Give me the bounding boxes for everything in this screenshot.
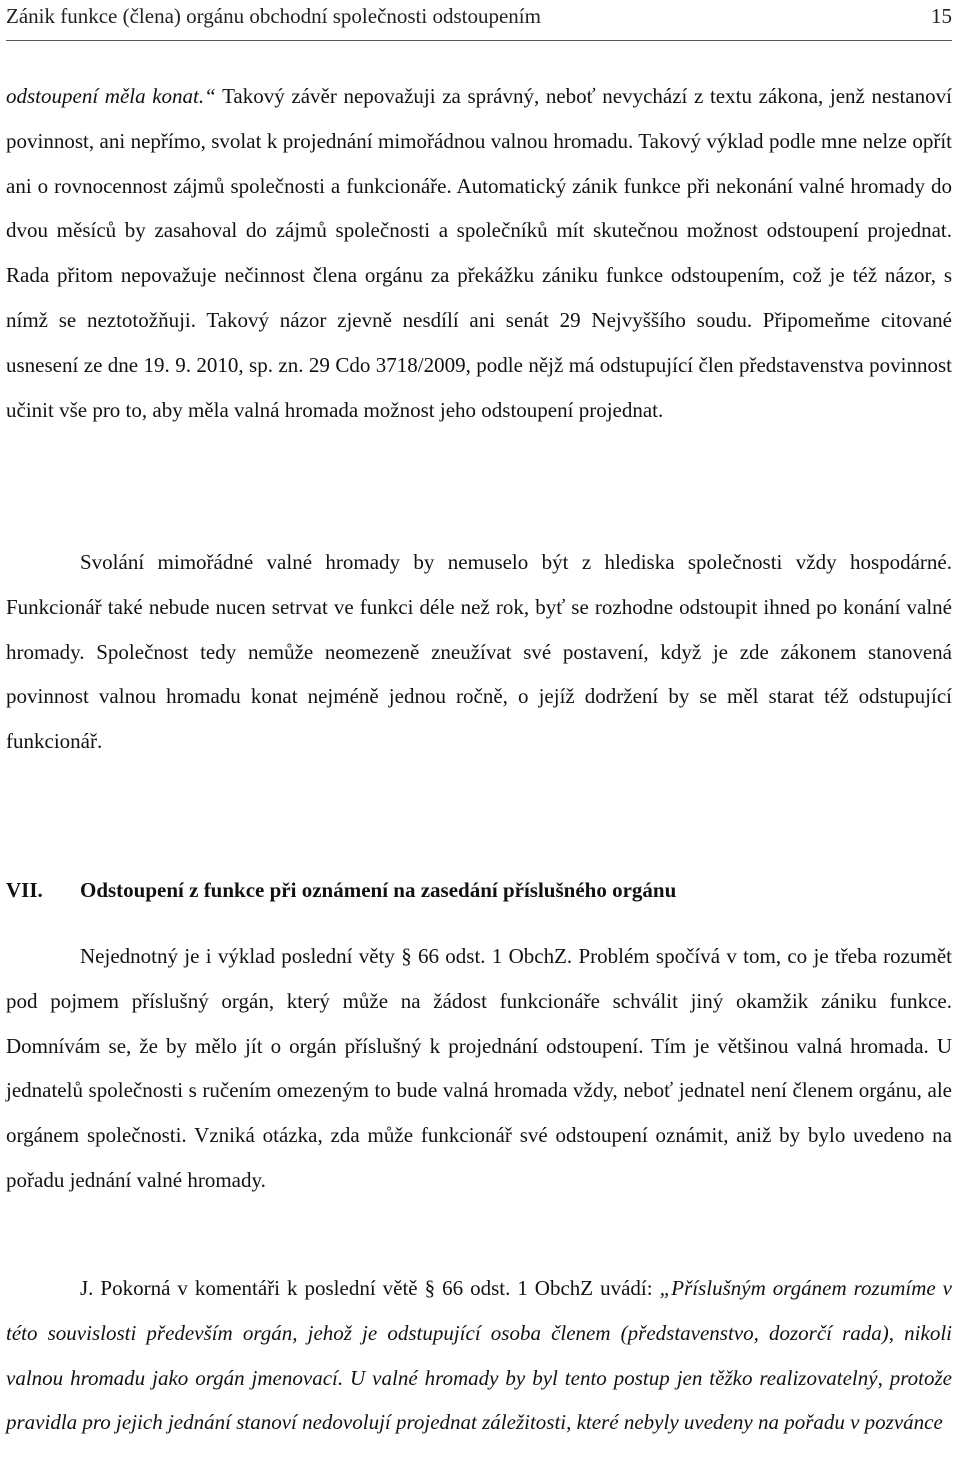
quote-ending: odstoupení měla konat.“: [6, 84, 216, 108]
paragraph-4-text: J. Pokorná v komentáři k poslední větě § 66 odst. 1 ObchZ uvádí:: [80, 1276, 660, 1300]
header-divider: [6, 40, 952, 41]
page-number: 15: [931, 4, 952, 28]
paragraph-1: [6, 74, 952, 432]
header-title: Zánik funkce (člena) orgánu obchodní společnosti odstoupením: [6, 4, 541, 28]
paragraph-2: Svolání mimořádné valné hromady by nemuselo být z hlediska společnosti vždy hospodárné. Funkcionář také nebude nucen setrvat ve funkci déle než rok, byť se rozhodne odstoupit ihned po konání valné hromady. Společnost tedy nemůže neomezeně zneužívat své postavení, když je zde zákonem stanovená povinnost valnou hromadu konat nejméně jednou ročně, o jejíž dodržení by se měl starat též odstupující funkcionář.: [6, 550, 952, 754]
paragraph-1-text: Takový závěr nepovažuji za správný, neboť nevychází z textu zákona, jenž nestanoví povinnost, ani nepřímo, svolat k projednání mimořádnou valnou hromadu. Takový výklad podle mne nelze opřít ani o rovnocennost zájmů společnosti a funkcionáře. Automatický zánik funkce při nekonání valné hromady do dvou měsíců by zasahoval do zájmů společnosti a společníků mít skutečnou možnost odstoupení projednat. Rada přitom nepovažuje nečinnost člena orgánu za překážku zániku funkce odstoupením, což je též názor, s nímž se neztotožňuji. Takový názor zjevně nesdílí ani senát 29 Nejvyššího soudu. Připomeňme citované usnesení ze dne 19. 9. 2010, sp. zn. 29 Cdo 3718/2009, podle nějž má odstupující člen představenstva povinnost učinit vše pro to, aby měla valná hromada možnost jeho odstoupení projednat.: [6, 84, 952, 422]
section-title: Odstoupení z funkce při oznámení na zasedání příslušného orgánu: [80, 878, 677, 902]
running-header: [6, 2, 952, 30]
commentary-quote: „Příslušným orgánem rozumíme v této souvislosti především orgán, jehož je odstupující osoba členem (představenstvo, dozorčí rada), nikoli valnou hromadu jako orgán jmenovací. U valné hromady by byl tento postup jen těžko realizovatelný, protože pravidla pro jejich jednání stanoví nedovolují projednat záležitosti, které nebyly uvedeny na pořadu v pozvánce: [6, 1276, 952, 1435]
paragraph-3: Nejednotný je i výklad poslední věty § 66 odst. 1 ObchZ. Problém spočívá v tom, co je třeba rozumět pod pojmem příslušný orgán, který může na žádost funkcionáře schválit jiný okamžik zániku funkce. Domnívám se, že by mělo jít o orgán příslušný k projednání odstoupení. Tím je většinou valná hromada. U jednatelů společnosti s ručením omezeným to bude valná hromada vždy, neboť jednatel není členem orgánu, ale orgánem společnosti. Vzniká otázka, zda může funkcionář své odstoupení oznámit, aniž by bylo uvedeno na pořadu jednání valné hromady.: [6, 944, 952, 1192]
paragraph-4: [6, 1266, 952, 1445]
section-number: VII.: [6, 878, 43, 902]
section-heading: [6, 868, 952, 912]
